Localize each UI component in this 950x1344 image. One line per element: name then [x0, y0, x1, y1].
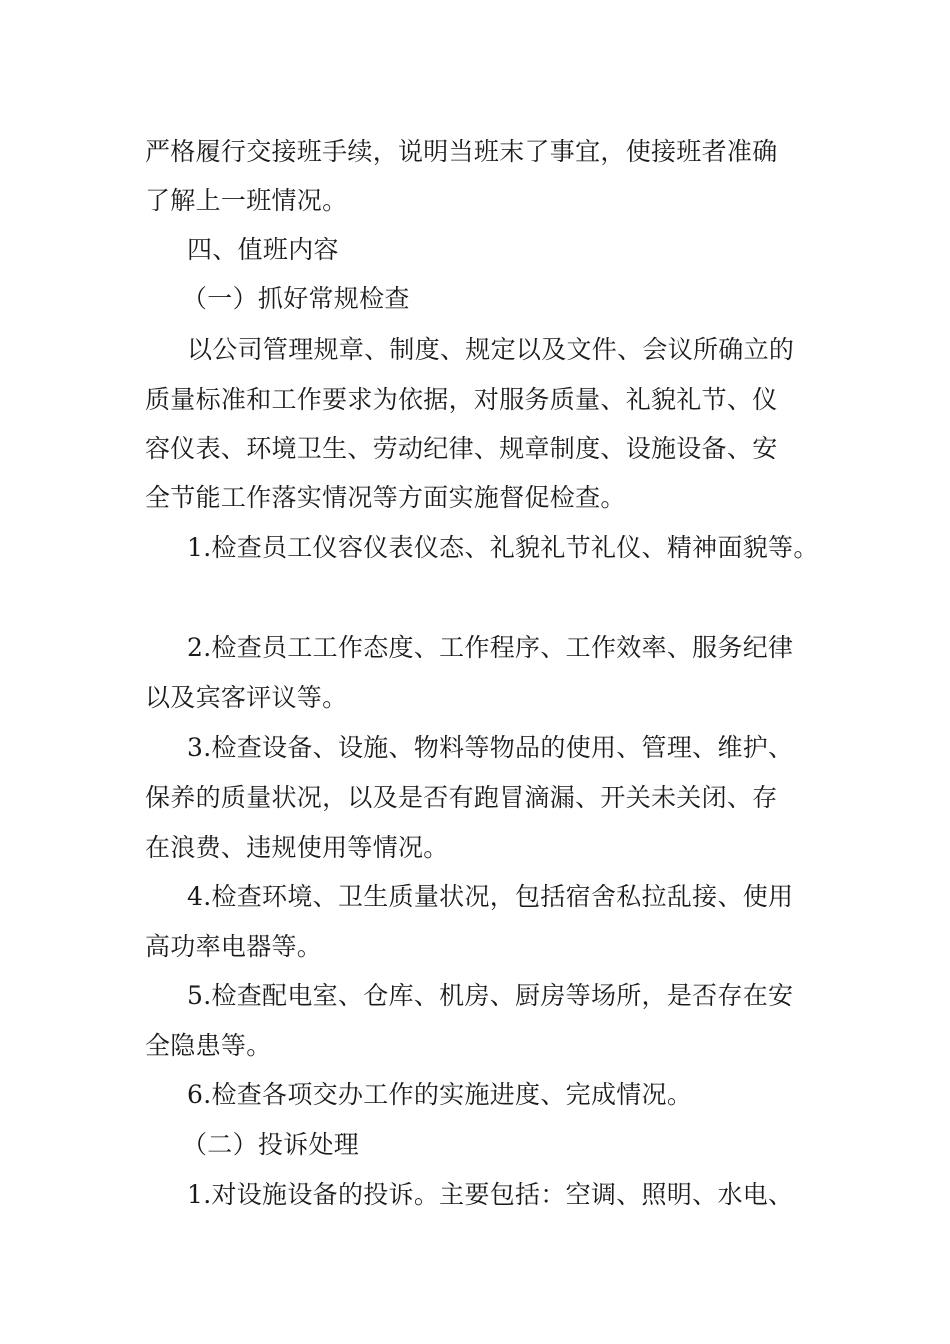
list-item-1: 1.检查员工仪容仪表仪态、礼貌礼节礼仪、精神面貌等。	[187, 533, 819, 562]
list-item-2: 2.检查员工工作态度、工作程序、工作效率、服务纪律	[187, 633, 794, 662]
text-line-5: 以公司管理规章、制度、规定以及文件、会议所确立的	[187, 335, 795, 364]
text-line-2: 了解上一班情况。	[145, 186, 348, 215]
text-line-6: 质量标准和工作要求为依据，对服务质量、礼貌礼节、仪	[145, 385, 778, 414]
list-item-3: 3.检查设备、设施、物料等物品的使用、管理、维护、	[187, 733, 794, 762]
list-item-4: 4.检查环境、卫生质量状况，包括宿舍私拉乱接、使用	[187, 882, 794, 911]
subsection-heading-1: （一）抓好常规检查	[182, 284, 410, 313]
complaint-item-1: 1.对设施设备的投诉。主要包括：空调、照明、水电、	[187, 1180, 794, 1209]
text-line-8: 全节能工作落实情况等方面实施督促检查。	[145, 483, 626, 512]
text-line-7: 容仪表、环境卫生、劳动纪律、规章制度、设施设备、安	[145, 434, 778, 463]
list-item-3-cont-2: 在浪费、违规使用等情况。	[145, 833, 449, 862]
subsection-heading-2: （二）投诉处理	[182, 1130, 360, 1159]
section-heading-4: 四、值班内容	[187, 235, 339, 264]
list-item-2-cont: 以及宾客评议等。	[145, 683, 348, 712]
text-line-1: 严格履行交接班手续，说明当班末了事宜，使接班者准确	[145, 137, 778, 166]
list-item-6: 6.检查各项交办工作的实施进度、完成情况。	[187, 1080, 693, 1109]
list-item-3-cont-1: 保养的质量状况，以及是否有跑冒滴漏、开关未关闭、存	[145, 783, 778, 812]
list-item-5: 5.检查配电室、仓库、机房、厨房等场所，是否存在安	[187, 981, 794, 1010]
list-item-4-cont: 高功率电器等。	[145, 932, 323, 961]
list-item-5-cont: 全隐患等。	[145, 1031, 272, 1060]
